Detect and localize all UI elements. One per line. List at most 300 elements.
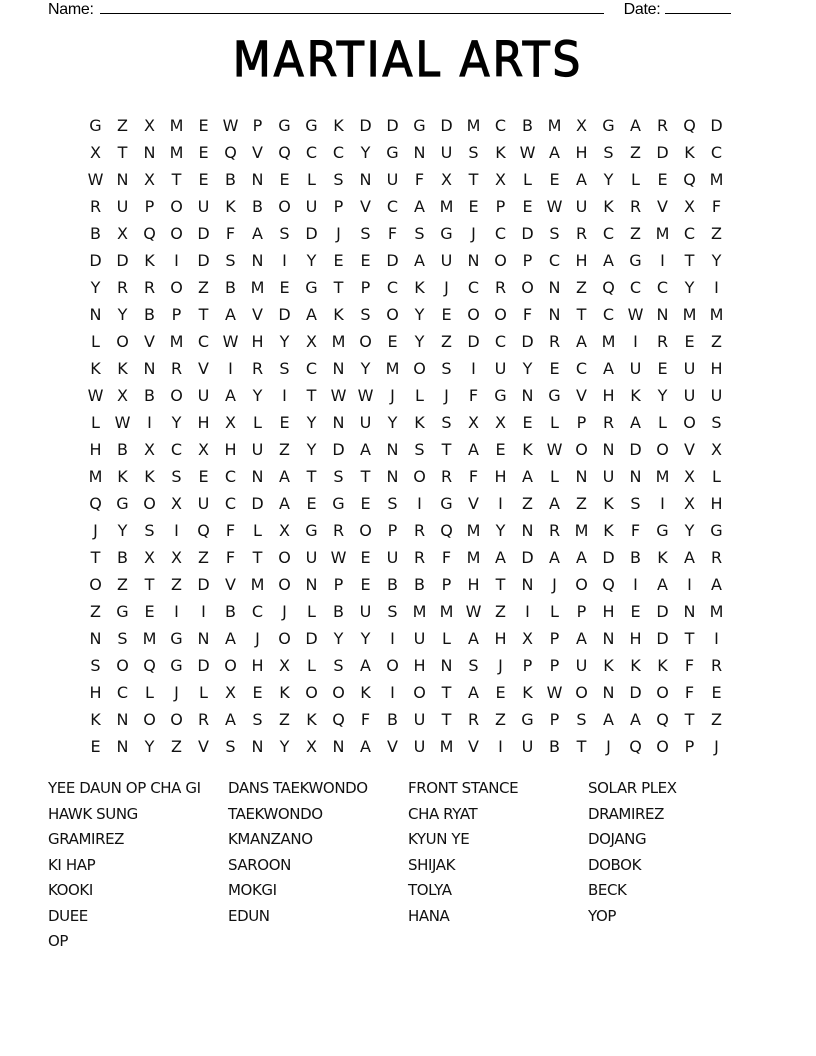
grid-cell[interactable]: N	[197, 629, 210, 648]
grid-cell[interactable]: D	[602, 548, 615, 567]
grid-cell[interactable]: A	[360, 737, 371, 756]
grid-cell[interactable]: O	[359, 521, 372, 540]
grid-cell[interactable]: L	[712, 467, 721, 486]
grid-cell[interactable]: Z	[630, 143, 641, 162]
grid-cell[interactable]: H	[89, 440, 102, 459]
grid-cell[interactable]: Q	[602, 278, 615, 297]
grid-cell[interactable]: Y	[360, 143, 371, 162]
grid-cell[interactable]: S	[252, 710, 263, 729]
grid-cell[interactable]: T	[117, 143, 128, 162]
grid-cell[interactable]: G	[656, 521, 669, 540]
grid-cell[interactable]: A	[225, 386, 236, 405]
grid-cell[interactable]: B	[117, 440, 128, 459]
grid-cell[interactable]: Y	[711, 251, 722, 270]
grid-cell[interactable]: S	[225, 737, 236, 756]
grid-cell[interactable]: U	[413, 629, 426, 648]
grid-cell[interactable]: O	[332, 683, 345, 702]
grid-cell[interactable]: A	[279, 494, 290, 513]
grid-cell[interactable]: R	[629, 197, 642, 216]
grid-cell[interactable]: S	[360, 305, 371, 324]
grid-cell[interactable]: E	[252, 683, 263, 702]
grid-cell[interactable]: U	[602, 467, 615, 486]
grid-cell[interactable]: L	[415, 386, 424, 405]
grid-cell[interactable]: G	[116, 494, 129, 513]
grid-cell[interactable]: V	[198, 737, 209, 756]
grid-cell[interactable]: Z	[279, 440, 290, 459]
grid-cell[interactable]: D	[656, 602, 669, 621]
grid-cell[interactable]: A	[603, 359, 614, 378]
grid-cell[interactable]: O	[278, 197, 291, 216]
grid-cell[interactable]: Y	[387, 413, 398, 432]
grid-cell[interactable]: W	[87, 386, 104, 405]
grid-cell[interactable]: T	[441, 710, 452, 729]
grid-cell[interactable]: D	[89, 251, 102, 270]
grid-cell[interactable]: W	[222, 116, 239, 135]
grid-cell[interactable]: J	[714, 737, 719, 756]
grid-cell[interactable]: K	[657, 548, 668, 567]
grid-cell[interactable]: X	[306, 737, 317, 756]
grid-cell[interactable]: T	[441, 683, 452, 702]
grid-cell[interactable]: K	[630, 656, 641, 675]
grid-cell[interactable]: S	[333, 656, 344, 675]
grid-cell[interactable]: K	[603, 494, 614, 513]
grid-cell[interactable]: T	[684, 251, 695, 270]
grid-cell[interactable]: K	[225, 197, 236, 216]
grid-cell[interactable]: X	[144, 440, 155, 459]
grid-cell[interactable]: O	[575, 575, 588, 594]
grid-cell[interactable]: F	[468, 386, 479, 405]
grid-cell[interactable]: O	[170, 224, 183, 243]
grid-cell[interactable]: S	[468, 143, 479, 162]
grid-cell[interactable]: T	[198, 305, 209, 324]
grid-cell[interactable]: F	[225, 548, 236, 567]
grid-cell[interactable]: H	[89, 683, 102, 702]
grid-cell[interactable]: K	[603, 197, 614, 216]
grid-cell[interactable]: H	[467, 575, 480, 594]
grid-cell[interactable]: A	[414, 197, 425, 216]
grid-cell[interactable]: S	[549, 224, 560, 243]
grid-cell[interactable]: K	[333, 116, 344, 135]
grid-cell[interactable]: C	[305, 359, 318, 378]
grid-cell[interactable]: E	[360, 575, 371, 594]
grid-cell[interactable]: K	[657, 656, 668, 675]
grid-cell[interactable]: G	[89, 116, 102, 135]
grid-cell[interactable]: R	[710, 548, 723, 567]
grid-cell[interactable]: Y	[279, 332, 290, 351]
grid-cell[interactable]: D	[629, 440, 642, 459]
grid-cell[interactable]: Y	[279, 737, 290, 756]
grid-cell[interactable]: E	[441, 305, 452, 324]
grid-cell[interactable]: S	[387, 602, 398, 621]
grid-cell[interactable]: U	[197, 197, 210, 216]
grid-cell[interactable]: S	[360, 224, 371, 243]
grid-cell[interactable]: C	[197, 332, 210, 351]
grid-cell[interactable]: K	[522, 440, 533, 459]
grid-cell[interactable]: U	[710, 386, 723, 405]
grid-cell[interactable]: G	[413, 116, 426, 135]
grid-cell[interactable]: T	[684, 629, 695, 648]
grid-cell[interactable]: M	[439, 197, 454, 216]
grid-cell[interactable]: I	[147, 413, 152, 432]
grid-cell[interactable]: E	[198, 116, 209, 135]
grid-cell[interactable]: E	[279, 278, 290, 297]
grid-cell[interactable]: U	[683, 386, 696, 405]
grid-cell[interactable]: L	[631, 170, 640, 189]
grid-cell[interactable]: R	[602, 413, 615, 432]
grid-cell[interactable]: H	[710, 359, 723, 378]
grid-cell[interactable]: V	[144, 332, 155, 351]
grid-cell[interactable]: E	[333, 251, 344, 270]
grid-cell[interactable]: O	[386, 656, 399, 675]
grid-cell[interactable]: I	[228, 359, 233, 378]
grid-cell[interactable]: Y	[603, 170, 614, 189]
grid-cell[interactable]: Y	[171, 413, 182, 432]
grid-cell[interactable]: A	[468, 440, 479, 459]
grid-cell[interactable]: V	[468, 737, 479, 756]
grid-cell[interactable]: F	[711, 197, 722, 216]
grid-cell[interactable]: L	[199, 683, 208, 702]
grid-cell[interactable]: H	[575, 143, 588, 162]
grid-cell[interactable]: Q	[332, 710, 345, 729]
grid-cell[interactable]: L	[253, 413, 262, 432]
grid-cell[interactable]: B	[90, 224, 101, 243]
grid-cell[interactable]: U	[413, 737, 426, 756]
grid-cell[interactable]: X	[684, 197, 695, 216]
grid-cell[interactable]: H	[251, 656, 264, 675]
grid-cell[interactable]: X	[171, 548, 182, 567]
grid-cell[interactable]: O	[413, 467, 426, 486]
grid-cell[interactable]: W	[330, 548, 347, 567]
grid-cell[interactable]: O	[683, 413, 696, 432]
grid-cell[interactable]: G	[170, 656, 183, 675]
grid-cell[interactable]: A	[576, 629, 587, 648]
grid-cell[interactable]: A	[495, 548, 506, 567]
grid-cell[interactable]: L	[658, 413, 667, 432]
grid-cell[interactable]: O	[467, 305, 480, 324]
grid-cell[interactable]: J	[552, 575, 557, 594]
grid-cell[interactable]: O	[494, 251, 507, 270]
grid-cell[interactable]: W	[519, 143, 536, 162]
grid-cell[interactable]: W	[465, 602, 482, 621]
grid-cell[interactable]: O	[278, 548, 291, 567]
grid-cell[interactable]: O	[656, 683, 669, 702]
grid-cell[interactable]: D	[116, 251, 129, 270]
grid-cell[interactable]: G	[170, 629, 183, 648]
grid-cell[interactable]: J	[444, 278, 449, 297]
grid-cell[interactable]: B	[630, 548, 641, 567]
grid-cell[interactable]: Y	[414, 332, 425, 351]
grid-cell[interactable]: J	[471, 224, 476, 243]
grid-cell[interactable]: C	[170, 440, 183, 459]
grid-cell[interactable]: O	[656, 440, 669, 459]
grid-cell[interactable]: Y	[333, 629, 344, 648]
grid-cell[interactable]: G	[278, 116, 291, 135]
grid-cell[interactable]: J	[498, 656, 503, 675]
grid-cell[interactable]: I	[390, 629, 395, 648]
grid-cell[interactable]: N	[251, 251, 264, 270]
grid-cell[interactable]: E	[306, 494, 317, 513]
grid-cell[interactable]: S	[711, 413, 722, 432]
grid-cell[interactable]: B	[387, 710, 398, 729]
grid-cell[interactable]: E	[522, 413, 533, 432]
grid-cell[interactable]: S	[279, 359, 290, 378]
grid-cell[interactable]: U	[413, 710, 426, 729]
grid-cell[interactable]: U	[386, 548, 399, 567]
grid-cell[interactable]: I	[174, 521, 179, 540]
grid-cell[interactable]: K	[603, 656, 614, 675]
grid-cell[interactable]: M	[439, 737, 454, 756]
grid-cell[interactable]: M	[169, 116, 184, 135]
grid-cell[interactable]: A	[225, 629, 236, 648]
grid-cell[interactable]: A	[684, 548, 695, 567]
grid-cell[interactable]: Q	[197, 521, 210, 540]
grid-cell[interactable]: L	[145, 683, 154, 702]
grid-cell[interactable]: U	[251, 440, 264, 459]
grid-cell[interactable]: I	[201, 602, 206, 621]
grid-cell[interactable]: Q	[143, 656, 156, 675]
grid-cell[interactable]: T	[306, 386, 317, 405]
grid-cell[interactable]: W	[222, 332, 239, 351]
grid-cell[interactable]: L	[550, 413, 559, 432]
grid-cell[interactable]: Z	[441, 332, 452, 351]
grid-cell[interactable]: N	[89, 305, 102, 324]
grid-cell[interactable]: S	[279, 224, 290, 243]
date-blank-line[interactable]	[665, 0, 731, 14]
grid-cell[interactable]: I	[633, 332, 638, 351]
grid-cell[interactable]: M	[439, 602, 454, 621]
grid-cell[interactable]: O	[656, 737, 669, 756]
grid-cell[interactable]: O	[305, 683, 318, 702]
grid-cell[interactable]: O	[278, 629, 291, 648]
grid-cell[interactable]: M	[142, 629, 157, 648]
grid-cell[interactable]: M	[547, 116, 562, 135]
grid-cell[interactable]: Y	[144, 737, 155, 756]
grid-cell[interactable]: A	[603, 251, 614, 270]
grid-cell[interactable]: S	[333, 170, 344, 189]
grid-cell[interactable]: S	[468, 656, 479, 675]
grid-cell[interactable]: I	[282, 251, 287, 270]
grid-cell[interactable]: Q	[278, 143, 291, 162]
grid-cell[interactable]: E	[495, 440, 506, 459]
grid-cell[interactable]: F	[684, 656, 695, 675]
grid-cell[interactable]: M	[655, 467, 670, 486]
grid-cell[interactable]: B	[549, 737, 560, 756]
grid-cell[interactable]: O	[386, 305, 399, 324]
grid-cell[interactable]: Y	[495, 521, 506, 540]
grid-cell[interactable]: A	[468, 683, 479, 702]
grid-cell[interactable]: X	[117, 386, 128, 405]
grid-cell[interactable]: K	[279, 683, 290, 702]
grid-cell[interactable]: Q	[602, 575, 615, 594]
grid-cell[interactable]: U	[305, 197, 318, 216]
grid-cell[interactable]: M	[709, 170, 724, 189]
grid-cell[interactable]: U	[440, 143, 453, 162]
grid-cell[interactable]: B	[333, 602, 344, 621]
grid-cell[interactable]: J	[390, 386, 395, 405]
grid-cell[interactable]: Z	[711, 224, 722, 243]
grid-cell[interactable]: R	[548, 332, 561, 351]
grid-cell[interactable]: D	[197, 656, 210, 675]
grid-cell[interactable]: A	[630, 413, 641, 432]
grid-cell[interactable]: N	[359, 170, 372, 189]
grid-cell[interactable]: V	[252, 143, 263, 162]
grid-cell[interactable]: S	[90, 656, 101, 675]
grid-cell[interactable]: A	[468, 629, 479, 648]
grid-cell[interactable]: S	[441, 413, 452, 432]
grid-cell[interactable]: N	[521, 575, 534, 594]
grid-cell[interactable]: Y	[306, 251, 317, 270]
grid-cell[interactable]: N	[683, 602, 696, 621]
grid-cell[interactable]: X	[198, 440, 209, 459]
grid-cell[interactable]: W	[87, 170, 104, 189]
grid-cell[interactable]: K	[90, 710, 101, 729]
grid-cell[interactable]: K	[117, 467, 128, 486]
grid-cell[interactable]: D	[521, 332, 534, 351]
grid-cell[interactable]: N	[251, 737, 264, 756]
grid-cell[interactable]: O	[143, 494, 156, 513]
grid-cell[interactable]: R	[575, 224, 588, 243]
grid-cell[interactable]: R	[440, 467, 453, 486]
grid-cell[interactable]: D	[197, 575, 210, 594]
grid-cell[interactable]: O	[224, 656, 237, 675]
grid-cell[interactable]: P	[171, 305, 182, 324]
grid-cell[interactable]: H	[197, 413, 210, 432]
grid-cell[interactable]: Y	[360, 359, 371, 378]
grid-cell[interactable]: O	[359, 332, 372, 351]
grid-cell[interactable]: Q	[224, 143, 237, 162]
grid-cell[interactable]: Q	[683, 170, 696, 189]
grid-cell[interactable]: P	[522, 251, 533, 270]
grid-cell[interactable]: C	[116, 683, 129, 702]
grid-cell[interactable]: E	[198, 467, 209, 486]
grid-cell[interactable]: Y	[252, 386, 263, 405]
grid-cell[interactable]: N	[629, 467, 642, 486]
grid-cell[interactable]: R	[170, 359, 183, 378]
grid-cell[interactable]: H	[602, 386, 615, 405]
grid-cell[interactable]: N	[116, 737, 129, 756]
grid-cell[interactable]: N	[251, 170, 264, 189]
grid-cell[interactable]: B	[522, 116, 533, 135]
grid-cell[interactable]: C	[602, 305, 615, 324]
grid-cell[interactable]: C	[629, 278, 642, 297]
grid-cell[interactable]: T	[333, 278, 344, 297]
grid-cell[interactable]: T	[576, 305, 587, 324]
grid-cell[interactable]: K	[414, 278, 425, 297]
grid-cell[interactable]: T	[468, 170, 479, 189]
grid-cell[interactable]: N	[602, 440, 615, 459]
grid-cell[interactable]: R	[710, 656, 723, 675]
grid-cell[interactable]: A	[414, 251, 425, 270]
grid-cell[interactable]: V	[576, 386, 587, 405]
grid-cell[interactable]: O	[116, 332, 129, 351]
grid-cell[interactable]: J	[93, 521, 98, 540]
grid-cell[interactable]: A	[657, 575, 668, 594]
grid-cell[interactable]: R	[656, 116, 669, 135]
grid-cell[interactable]: N	[305, 575, 318, 594]
grid-cell[interactable]: C	[386, 278, 399, 297]
grid-cell[interactable]: S	[387, 494, 398, 513]
grid-cell[interactable]: F	[630, 521, 641, 540]
grid-cell[interactable]: M	[169, 143, 184, 162]
grid-cell[interactable]: T	[441, 440, 452, 459]
grid-cell[interactable]: O	[170, 710, 183, 729]
grid-cell[interactable]: N	[521, 386, 534, 405]
grid-cell[interactable]: E	[657, 359, 668, 378]
grid-cell[interactable]: D	[386, 116, 399, 135]
grid-cell[interactable]: J	[336, 224, 341, 243]
grid-cell[interactable]: F	[441, 548, 452, 567]
grid-cell[interactable]: V	[387, 737, 398, 756]
grid-cell[interactable]: M	[250, 575, 265, 594]
grid-cell[interactable]: R	[116, 278, 129, 297]
grid-cell[interactable]: H	[413, 656, 426, 675]
grid-cell[interactable]: M	[466, 548, 481, 567]
grid-cell[interactable]: M	[466, 116, 481, 135]
grid-cell[interactable]: A	[576, 170, 587, 189]
grid-cell[interactable]: V	[252, 305, 263, 324]
grid-cell[interactable]: E	[495, 683, 506, 702]
grid-cell[interactable]: N	[548, 305, 561, 324]
grid-cell[interactable]: M	[169, 332, 184, 351]
grid-cell[interactable]: U	[359, 413, 372, 432]
grid-cell[interactable]: E	[630, 602, 641, 621]
grid-cell[interactable]: Y	[414, 305, 425, 324]
grid-cell[interactable]: E	[657, 170, 668, 189]
grid-cell[interactable]: I	[174, 251, 179, 270]
grid-cell[interactable]: C	[251, 602, 264, 621]
grid-cell[interactable]: N	[548, 278, 561, 297]
grid-cell[interactable]: Z	[522, 494, 533, 513]
grid-cell[interactable]: P	[144, 197, 155, 216]
grid-cell[interactable]: G	[494, 386, 507, 405]
grid-cell[interactable]: D	[251, 494, 264, 513]
grid-cell[interactable]: X	[468, 413, 479, 432]
grid-cell[interactable]: G	[548, 386, 561, 405]
grid-cell[interactable]: C	[710, 143, 723, 162]
grid-cell[interactable]: N	[116, 710, 129, 729]
grid-cell[interactable]: P	[441, 575, 452, 594]
grid-cell[interactable]: B	[414, 575, 425, 594]
grid-cell[interactable]: E	[360, 548, 371, 567]
grid-cell[interactable]: R	[89, 197, 102, 216]
grid-cell[interactable]: P	[684, 737, 695, 756]
grid-cell[interactable]: E	[360, 251, 371, 270]
grid-cell[interactable]: D	[629, 683, 642, 702]
grid-cell[interactable]: X	[306, 332, 317, 351]
grid-cell[interactable]: N	[440, 656, 453, 675]
grid-cell[interactable]: N	[332, 737, 345, 756]
grid-cell[interactable]: U	[521, 737, 534, 756]
grid-cell[interactable]: Z	[198, 548, 209, 567]
grid-cell[interactable]: Z	[198, 278, 209, 297]
grid-cell[interactable]: K	[495, 143, 506, 162]
grid-cell[interactable]: E	[549, 170, 560, 189]
grid-cell[interactable]: T	[306, 467, 317, 486]
grid-cell[interactable]: Z	[495, 602, 506, 621]
grid-cell[interactable]: P	[549, 710, 560, 729]
grid-cell[interactable]: Z	[495, 710, 506, 729]
grid-cell[interactable]: J	[444, 386, 449, 405]
grid-cell[interactable]: Z	[576, 494, 587, 513]
grid-cell[interactable]: Y	[117, 521, 128, 540]
grid-cell[interactable]: O	[170, 386, 183, 405]
grid-cell[interactable]: X	[171, 494, 182, 513]
grid-cell[interactable]: C	[494, 332, 507, 351]
grid-cell[interactable]: D	[521, 548, 534, 567]
grid-cell[interactable]: X	[684, 494, 695, 513]
grid-cell[interactable]: D	[386, 251, 399, 270]
grid-cell[interactable]: V	[198, 359, 209, 378]
